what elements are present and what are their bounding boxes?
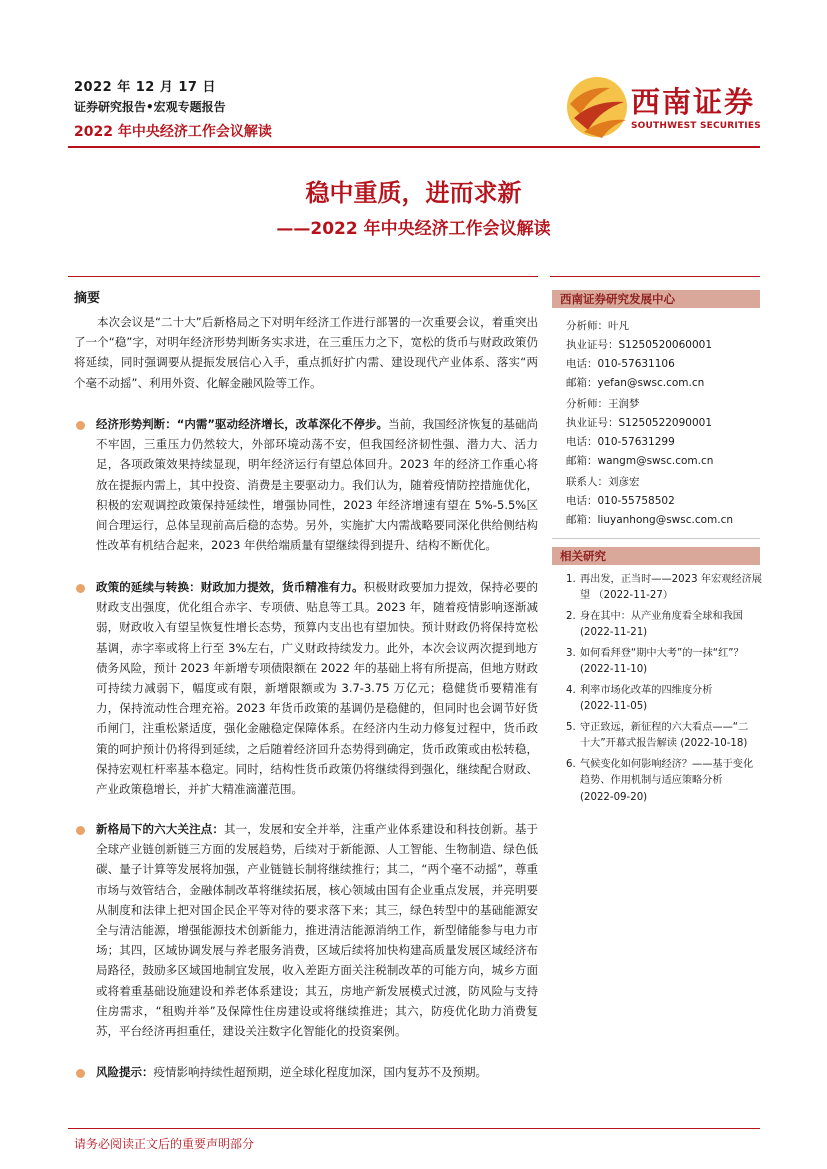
logo-emblem-icon bbox=[566, 74, 628, 140]
analyst-2-email[interactable]: 邮箱：wangm@swsc.com.cn bbox=[566, 455, 714, 467]
analyst-2-license: 执业证号：S1250522090001 bbox=[566, 417, 713, 429]
analyst-1-license: 执业证号：S1250520060001 bbox=[566, 339, 713, 351]
abstract-intro: 本次会议是“二十大”后新格局之下对明年经济工作进行部署的一次重要会议，着重突出了一个“稳”字，对明年经济形势判断务实求进，在三重压力之下，宽松的货币与财政政策仍将延续，同时强调要从提振发展信心入手，重点抓好扩内需、建设现代产业体系、落实“两个毫不动摇”、利用外资、化解金融风险等工作。 bbox=[74, 315, 538, 390]
related-item-title: 守正致远，新征程的六大看点——“二 bbox=[580, 722, 749, 733]
related-item-date: 望 （2022-11-27） bbox=[580, 590, 674, 602]
bullet-lead: 风险提示： bbox=[96, 1065, 154, 1079]
page-title: 稳中重质，进而求新 bbox=[305, 179, 522, 207]
related-item-num: 1. bbox=[566, 574, 576, 585]
related-item-date: 十大”开幕式报告解读 (2022-10-18) bbox=[580, 738, 748, 750]
main-divider bbox=[68, 276, 538, 277]
bullet-lead: 政策的延续与转换：财政加力提效，货币精准有力。 bbox=[96, 580, 364, 594]
sidebar-divider bbox=[550, 276, 760, 277]
bullet-text: 当前，我国经济恢复的基础尚不牢固，三重压力仍然较大，外部环境动荡不安，但我国经济韧性强、潜力大、活力足，各项政策效果持续显现，明年经济运行有望总体回升。2023 年的经济工作重心将放在提振内需上，其中投资、消费是主要驱动力。我们认为，随着疫情防控措施优化，积极的宏观调控政策保持延续性，增强协同性，2023 年经济增速有望在 5%-5.5%区间合理运行，总体呈现前高后稳的态势。另外，实施扩大内需战略要同深化供给侧结构性改革有机结合起来，2023 年供给端质量有望继续得到提升、结构不断优化。 bbox=[96, 417, 538, 553]
abstract-bullet-3 bbox=[74, 819, 538, 1041]
analyst-1-email[interactable]: 邮箱：yefan@swsc.com.cn bbox=[566, 377, 705, 389]
related-item-num: 6. bbox=[566, 759, 576, 770]
abstract-bullet-4 bbox=[74, 1062, 538, 1082]
logo-text-cn: 西南证券 bbox=[631, 85, 756, 119]
page-subtitle: ——2022 年中央经济工作会议解读 bbox=[276, 219, 551, 239]
bullet-text: 疫情影响持续性超预期，逆全球化程度加深，国内复苏不及预期。 bbox=[153, 1065, 487, 1079]
related-item-date: (2022-11-10) bbox=[580, 664, 648, 676]
related-item-title: 利率市场化改革的四维度分析 bbox=[580, 685, 713, 696]
analyst-2-name: 分析师：王润梦 bbox=[566, 398, 640, 410]
header-divider bbox=[68, 146, 760, 148]
logo-text-en: SOUTHWEST SECURITIES bbox=[631, 121, 761, 131]
related-item-title: 气候变化如何影响经济？——基于变化 bbox=[580, 759, 754, 770]
contact-email[interactable]: 邮箱：liuyanhong@swsc.com.cn bbox=[566, 514, 734, 526]
report-date: 2022 年 12 月 17 日 bbox=[74, 80, 216, 95]
related-item-title-cont: 趋势、作用机制与适应策略分析 bbox=[580, 775, 723, 787]
bullet-lead: 经济形势判断：“内需”驱动经济增长，改革深化不停步。 bbox=[96, 417, 389, 431]
report-subtitle: 2022 年中央经济工作会议解读 bbox=[74, 124, 272, 140]
related-item-date: (2022-09-20) bbox=[580, 791, 648, 803]
related-item-title: 再出发，正当时——2023 年宏观经济展 bbox=[580, 574, 762, 585]
research-center-heading: 西南证券研究发展中心 bbox=[552, 290, 760, 308]
abstract-bullet-2 bbox=[74, 577, 538, 799]
related-item-title: 如何看拜登“期中大考”的一抹“红”？ bbox=[580, 648, 744, 659]
related-item-num: 5. bbox=[566, 722, 576, 733]
analyst-1-phone: 电话：010-57631106 bbox=[566, 358, 675, 370]
related-item-title: 身在其中：从产业角度看全球和我国 bbox=[580, 611, 743, 622]
related-item-num: 3. bbox=[566, 648, 576, 659]
abstract-heading: 摘要 bbox=[74, 291, 101, 306]
bullet-text: 其一，发展和安全并举，注重产业体系建设和科技创新。基于全球产业链创新链三方面的发展趋势，后续对于新能源、人工智能、生物制造、绿色低碳、量子计算等发展将加强，产业链链长制将继续推行；其二，“两个毫不动摇”，尊重市场与效管结合，金融体制改革将继续拓展，核心领域由国有企业重点发展，并亮明要从制度和法律上把对国企民企平等对待的要求落下来；其三，绿色转型中的基础能源安全与清洁能源，增强能源技术创新能力，推进清洁能源消纳工作，新型储能参与电力市场；其四，区域协调发展与养老服务消费，区域后续将加快构建高质量发展区域经济布局路径，鼓励多区域国地制宜发展，收入差距方面关注税制改革的可能方向，城乡方面或将着重基础设施建设和养老体系建设；其五，房地产新发展模式过渡，防风险与支持住房需求，“租购并举”及保障性住房建设或将继续推进；其六，防疫优化助力消费复苏，平台经济再担重任，建设关注数字化智能化的投资案例。 bbox=[96, 822, 539, 1039]
analyst-2-phone: 电话：010-57631299 bbox=[566, 436, 675, 448]
related-item-num: 2. bbox=[566, 611, 576, 622]
related-item-date: (2022-11-21) bbox=[580, 627, 648, 639]
sidebar-separator bbox=[552, 538, 760, 539]
report-type: 证券研究报告•宏观专题报告 bbox=[74, 100, 226, 114]
abstract-bullet-1 bbox=[74, 414, 538, 555]
bullet-lead: 新格局下的六大关注点： bbox=[96, 822, 224, 836]
related-item-num: 4. bbox=[566, 685, 576, 696]
related-research-heading: 相关研究 bbox=[552, 547, 760, 565]
bullet-text: 积极财政要加力提效，保持必要的财政支出强度，优化组合赤字、专项债、贴息等工具。2023 年，随着疫情影响逐渐减弱，财政收入有望呈恢复性增长态势，预算内支出也有望加快。预计财政仍将保持宽松基调，赤字率或将上行至 3%左右，广义财政持续发力。此外，本次会议两次提到地方债务风险，预计 2023 年新增专项债限额在 2022 年的基础上将有所提高，但地方财政可持续力减弱下，幅度或有限，新增限额或为 3.7-3.75 万亿元；稳健货币要精准有力，保持流动性合理充裕。2023 年货币政策的基调仍是稳健的，但同时也会调节好货币闸门，注重松紧适度，强化金融稳定保障体系。在经济内生动力修复过程中，货币政策的呵护预计仍将得到延续，之后随着经济回升态势得到确定，货币政策或由松转稳，保持宏观杠杆率基本稳定。同时，结构性货币政策仍将继续得到强化，继续配合财政、产业政策稳增长，并扩大精准滴灌范围。 bbox=[96, 580, 538, 797]
footer-divider bbox=[68, 1128, 760, 1129]
footer-disclaimer: 请务必阅读正文后的重要声明部分 bbox=[74, 1137, 255, 1151]
contact-name: 联系人：刘彦宏 bbox=[566, 476, 640, 488]
analyst-1-name: 分析师：叶凡 bbox=[566, 320, 629, 332]
related-item-date: (2022-11-05) bbox=[580, 701, 648, 713]
contact-phone: 电话：010-55758502 bbox=[566, 495, 675, 507]
